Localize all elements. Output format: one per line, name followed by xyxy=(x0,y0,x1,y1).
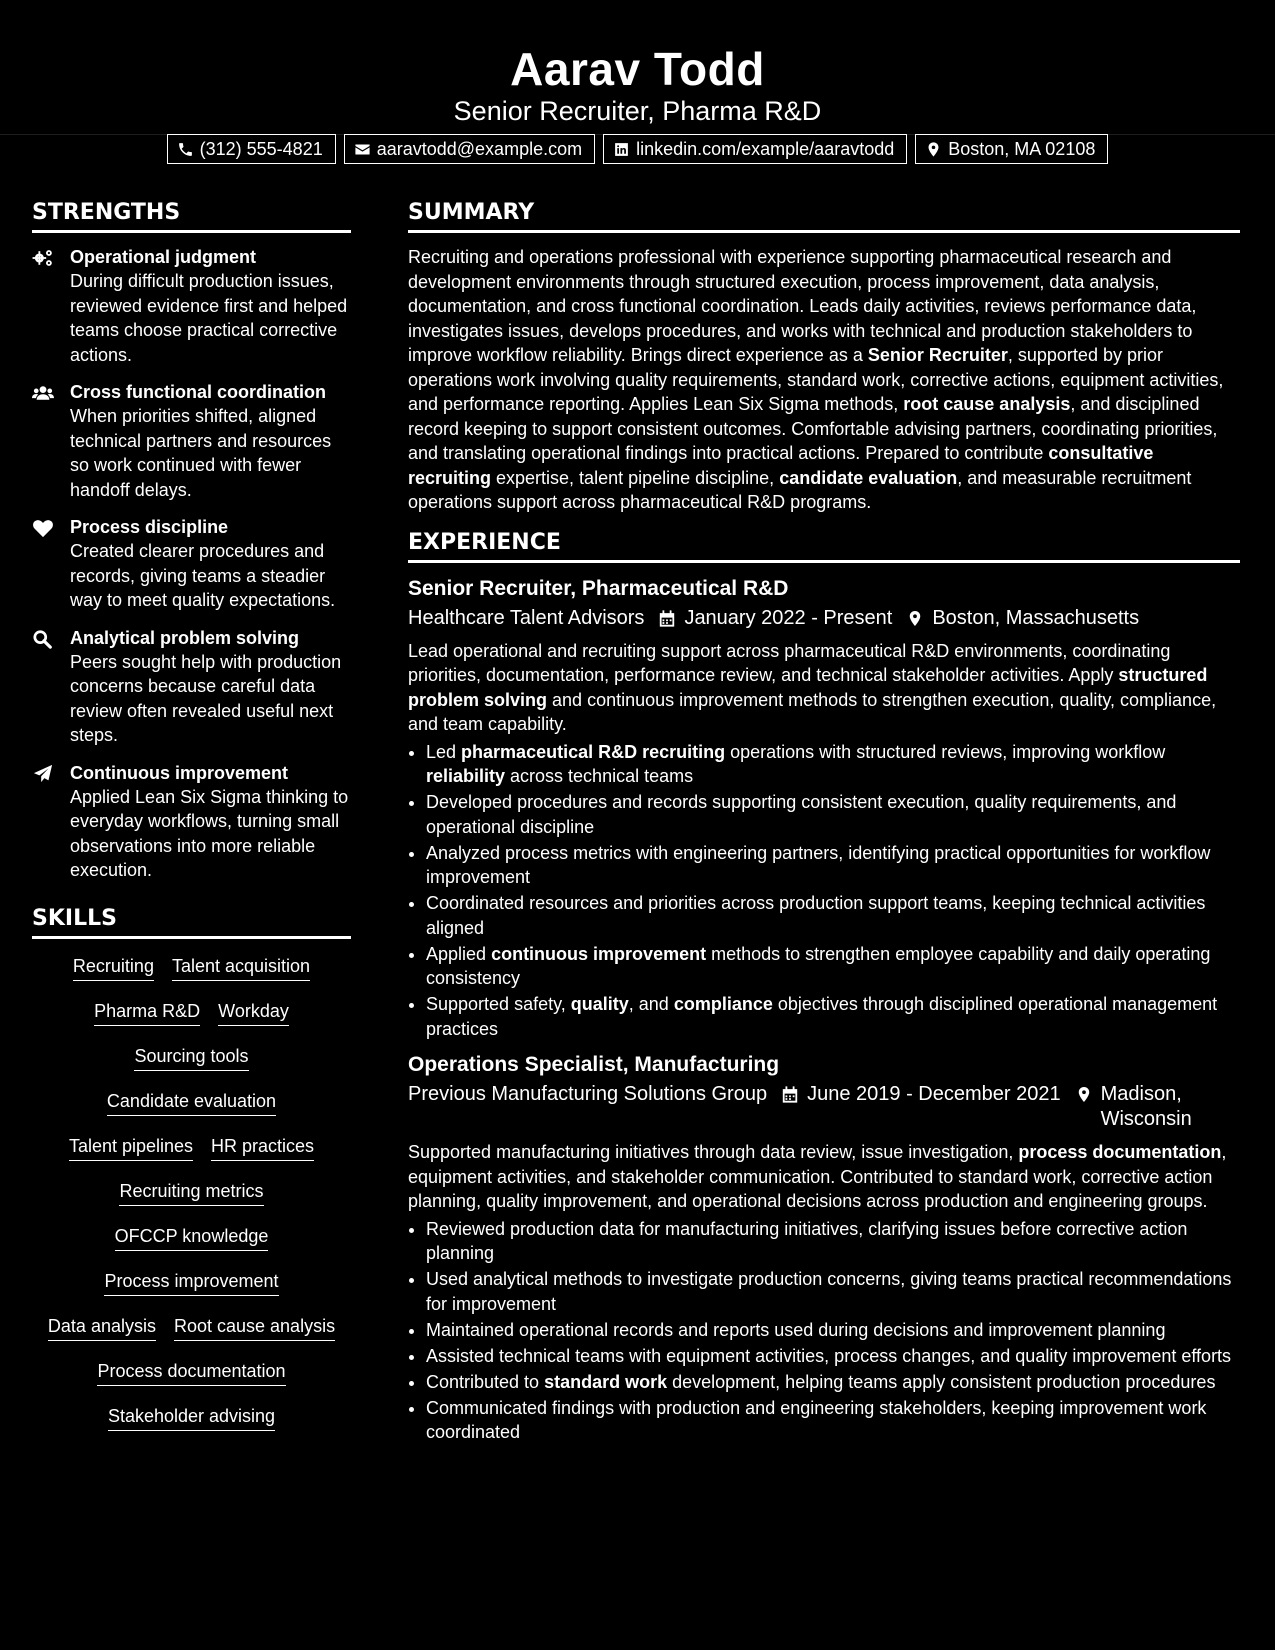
skill-tag: Talent pipelines xyxy=(69,1135,193,1161)
contact-linkedin[interactable] xyxy=(603,134,907,164)
job-bullet: • Developed procedures and records supporting consistent execution, quality requirements, and operational discipline xyxy=(426,790,1240,839)
map-marker-icon xyxy=(925,141,942,158)
calendar-icon xyxy=(781,1085,799,1104)
strength-item xyxy=(32,761,351,883)
job-location: Boston, Massachusetts xyxy=(932,606,1140,629)
left-column xyxy=(32,199,351,1450)
calendar-icon xyxy=(658,609,676,628)
strength-item xyxy=(32,380,351,502)
strength-name: Cross functional coordination xyxy=(70,382,327,402)
strength-desc: Created clearer procedures and records, giving teams a steadier way to meet quality expectations. xyxy=(70,541,336,610)
skill-tag: OFCCP knowledge xyxy=(115,1225,269,1251)
skill-tag: Stakeholder advising xyxy=(108,1405,275,1431)
strength-desc: When priorities shifted, aligned technical partners and resources so work continued with fewer handoff delays. xyxy=(70,406,332,500)
contact-bar xyxy=(0,134,1275,164)
strength-name: Continuous improvement xyxy=(70,762,289,783)
skill-tag: Data analysis xyxy=(48,1315,156,1341)
strengths-heading: STRENGTHS xyxy=(32,199,351,233)
map-marker-icon xyxy=(1075,1085,1093,1104)
skill-tag: Process improvement xyxy=(104,1270,278,1296)
contact-email[interactable] xyxy=(344,134,595,164)
job-bullet: • Reviewed production data for manufacturing initiatives, clarifying issues before corrective action planning xyxy=(426,1217,1240,1266)
job-dates: June 2019 - December 2021 xyxy=(807,1083,1061,1105)
job-bullet: • Analyzed process metrics with engineering partners, identifying practical opportunities for workflow improvement xyxy=(426,841,1240,890)
job-bullet: • Applied continuous improvement methods to strengthen employee capability and daily operating consistency xyxy=(426,942,1240,991)
candidate-name: Aarav Todd xyxy=(510,43,765,95)
map-marker-icon xyxy=(906,609,924,628)
skills-section xyxy=(32,905,351,1450)
job-entry xyxy=(408,575,1240,1042)
job-title: Operations Specialist, Manufacturing xyxy=(408,1053,780,1076)
envelope-icon xyxy=(354,141,371,158)
contact-location-text: Boston, MA 02108 xyxy=(948,139,1096,159)
job-meta xyxy=(408,606,1240,631)
heart-icon xyxy=(32,518,54,538)
skill-tag: Candidate evaluation xyxy=(107,1090,276,1116)
summary-text: Recruiting and operations professional with experience supporting pharmaceutical research and development environments through structured execution, process improvement, data analysis, documentation, and cross functional coordination. Leads daily activities, reviews performance data, investigates issues, develops procedures, and works with technical and production stakeholders to improve workflow reliability. Brings direct experience as a Senior Recruiter, supported by prior operations work involving quality requirements, standard work, corrective actions, equipment activities, and performance reporting. Applies Lean Six Sigma methods, root cause analysis, and disciplined record keeping to support consistent outcomes. Comfortable advising partners, coordinating priorities, and translating operational findings into practical actions. Prepared to contribute consultative recruiting expertise, talent pipeline discipline, candidate evaluation, and measurable recruitment operations support across pharmaceutical R&D programs. xyxy=(408,247,1224,512)
search-icon xyxy=(32,629,54,649)
summary-heading: SUMMARY xyxy=(408,199,1240,233)
skill-tag: Talent acquisition xyxy=(172,955,310,981)
contact-linkedin-text: linkedin.com/example/aaravtodd xyxy=(636,139,895,159)
strength-name: Operational judgment xyxy=(70,247,257,267)
job-meta xyxy=(408,1082,1240,1132)
job-title: Senior Recruiter, Pharmaceutical R&D xyxy=(408,576,789,600)
contact-location xyxy=(915,134,1108,164)
phone-icon xyxy=(177,141,194,158)
resume-header xyxy=(0,0,1275,159)
job-bullet: • Used analytical methods to investigate production concerns, giving teams practical recommendations for improvement xyxy=(426,1267,1240,1316)
skills-list xyxy=(32,951,351,1450)
skill-tag: Process documentation xyxy=(97,1360,285,1386)
job-location: Madison, Wisconsin xyxy=(1100,1083,1192,1130)
job-bullet: • Assisted technical teams with equipment activities, process changes, and quality improvement efforts xyxy=(426,1344,1240,1369)
skill-tag: Workday xyxy=(218,1000,289,1026)
job-company: Healthcare Talent Advisors xyxy=(408,606,645,629)
strength-item xyxy=(32,626,351,748)
candidate-title: Senior Recruiter, Pharma R&D xyxy=(453,96,822,126)
contact-phone[interactable] xyxy=(167,134,336,164)
experience-heading: EXPERIENCE xyxy=(408,529,1240,563)
contact-email-text: aaravtodd@example.com xyxy=(376,139,583,159)
job-bullets xyxy=(408,1217,1240,1445)
users-icon xyxy=(32,383,54,403)
skill-tag: Root cause analysis xyxy=(174,1315,335,1341)
job-bullet: • Coordinated resources and priorities across production support teams, keeping technical activities aligned xyxy=(426,891,1240,940)
skill-tag: Recruiting metrics xyxy=(119,1180,263,1206)
job-entry xyxy=(408,1051,1240,1445)
paper-plane-icon xyxy=(32,764,54,784)
skill-tag: Sourcing tools xyxy=(134,1045,248,1071)
strength-desc: During difficult production issues, reviewed evidence first and helped teams choose practical corrective actions. xyxy=(70,271,348,365)
job-company: Previous Manufacturing Solutions Group xyxy=(408,1083,768,1105)
right-column xyxy=(408,199,1240,1455)
job-description: Supported manufacturing initiatives through data review, issue investigation, process documentation, equipment activities, and stakeholder communication. Contributed to standard work, corrective action planning, quality improvement, and operational decisions across production and engineering groups. xyxy=(408,1142,1227,1211)
job-description: Lead operational and recruiting support across pharmaceutical R&D environments, coordinating priorities, documentation, performance review, and technical stakeholder activities. Apply structured problem solving and continuous improvement methods to strengthen execution, quality, compliance, and team capability. xyxy=(408,640,1217,734)
job-bullet: • Contributed to standard work development, helping teams apply consistent production procedures xyxy=(426,1370,1240,1395)
job-bullet: • Maintained operational records and reports used during decisions and improvement planning xyxy=(426,1318,1240,1343)
job-bullet: • Led pharmaceutical R&D recruiting operations with structured reviews, improving workflow reliability across technical teams xyxy=(426,740,1240,789)
strength-item xyxy=(32,245,351,367)
gears-icon xyxy=(32,248,54,268)
skills-heading: SKILLS xyxy=(32,905,351,939)
strength-desc: Applied Lean Six Sigma thinking to everyday workflows, turning small observations into more reliable execution. xyxy=(70,786,349,880)
contact-phone-text: (312) 555-4821 xyxy=(199,139,323,159)
skill-tag: Recruiting xyxy=(73,955,154,981)
job-dates: January 2022 - Present xyxy=(684,606,893,629)
linkedin-icon xyxy=(613,141,630,158)
job-bullet: • Communicated findings with production and engineering stakeholders, keeping improvement work coordinated xyxy=(426,1396,1240,1445)
job-bullet: • Supported safety, quality, and compliance objectives through disciplined operational management practices xyxy=(426,992,1240,1041)
strength-item xyxy=(32,515,351,613)
skill-tag: HR practices xyxy=(211,1135,314,1161)
strength-name: Process discipline xyxy=(70,517,229,537)
skill-tag: Pharma R&D xyxy=(94,1000,200,1026)
strength-desc: Peers sought help with production concerns because careful data review often revealed useful next steps. xyxy=(70,651,342,745)
strength-name: Analytical problem solving xyxy=(70,627,300,648)
job-bullets xyxy=(408,740,1240,1042)
